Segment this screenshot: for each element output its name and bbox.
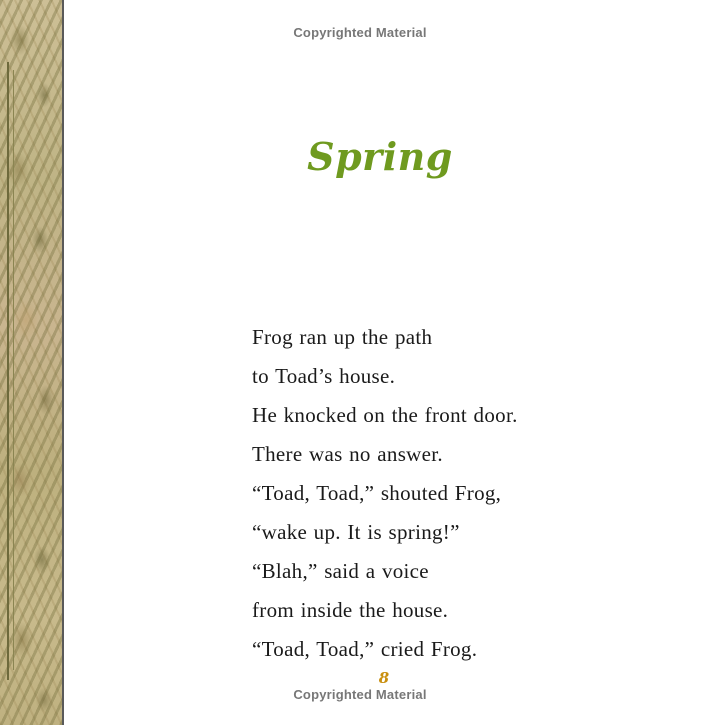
story-line: Frog ran up the path [252, 325, 433, 349]
border-frame-line [7, 62, 9, 680]
story-line: There was no answer. [252, 442, 443, 466]
floral-border-illustration [0, 0, 62, 725]
copyright-notice-top: Copyrighted Material [293, 25, 427, 40]
story-line: “Blah,” said a voice [252, 559, 429, 583]
story-line: to Toad’s house. [252, 364, 396, 388]
story-line: “wake up. It is spring!” [252, 520, 460, 544]
story-line: from inside the house. [252, 598, 449, 622]
border-frame-line-inner [13, 70, 14, 670]
story-line: He knocked on the front door. [252, 403, 518, 427]
page-edge-divider [62, 0, 64, 725]
story-line: “Toad, Toad,” cried Frog. [252, 637, 478, 661]
story-line: “Toad, Toad,” shouted Frog, [252, 481, 502, 505]
chapter-title: Spring [307, 134, 453, 179]
page-number: 8 [378, 669, 390, 687]
copyright-notice-bottom: Copyrighted Material [293, 687, 427, 702]
story-text [252, 318, 692, 669]
